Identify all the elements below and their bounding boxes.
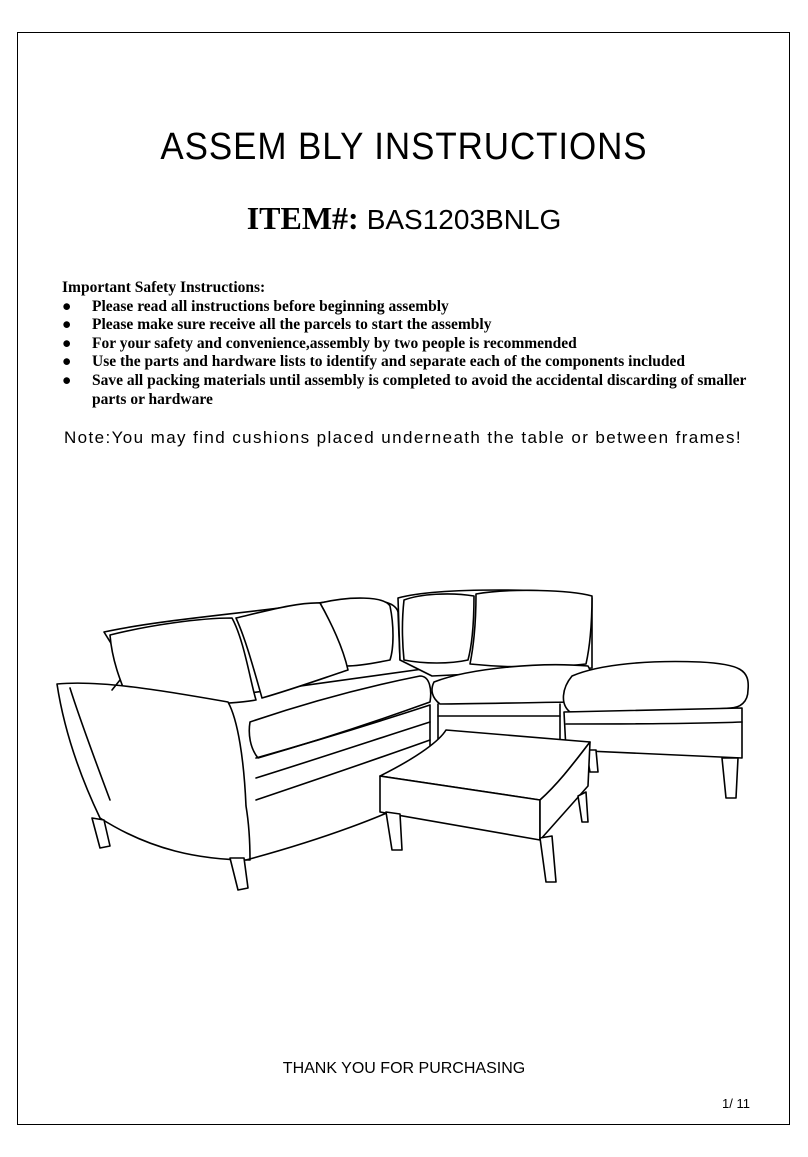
leg-2 [230,858,248,890]
item-label: ITEM#: [246,200,359,236]
safety-item: ● Please read all instructions before beginning assembly [62,297,449,315]
bullet-icon: ● [62,297,72,315]
table-leg-2 [540,836,556,882]
table-leg-3 [578,792,588,822]
page-number: 1/ 11 [722,1096,750,1111]
document-title: ASSEM BLY INSTRUCTIONS [160,126,648,168]
back-cushion-4 [470,590,592,667]
cushion-note: Note:You may find cushions placed underneath the table or between frames! [64,428,743,447]
item-code: BAS1203BNLG [366,204,562,235]
table-leg-1 [386,812,402,850]
safety-item: ● Save all packing materials until assembly is completed to avoid the accidental discarding of smaller parts or hardware [62,371,747,408]
ottoman-cushion [563,662,748,712]
thank-you-footer: THANK YOU FOR PURCHASING [282,1060,526,1077]
bullet-icon: ● [62,371,72,389]
safety-heading: Important Safety Instructions: [62,279,266,296]
safety-item: ● For your safety and convenience,assembly by two people is recommended [62,334,577,352]
bullet-icon: ● [62,353,72,371]
bullet-icon: ● [62,334,72,352]
sofa-arm-left [57,683,250,860]
safety-item: ● Please make sure receive all the parcels to start the assembly [62,316,492,334]
bullet-icon: ● [62,316,72,334]
safety-item: ● Use the parts and hardware lists to identify and separate each of the components included [62,353,686,371]
back-cushion-3 [403,594,475,663]
ottoman-leg-1 [722,758,738,798]
